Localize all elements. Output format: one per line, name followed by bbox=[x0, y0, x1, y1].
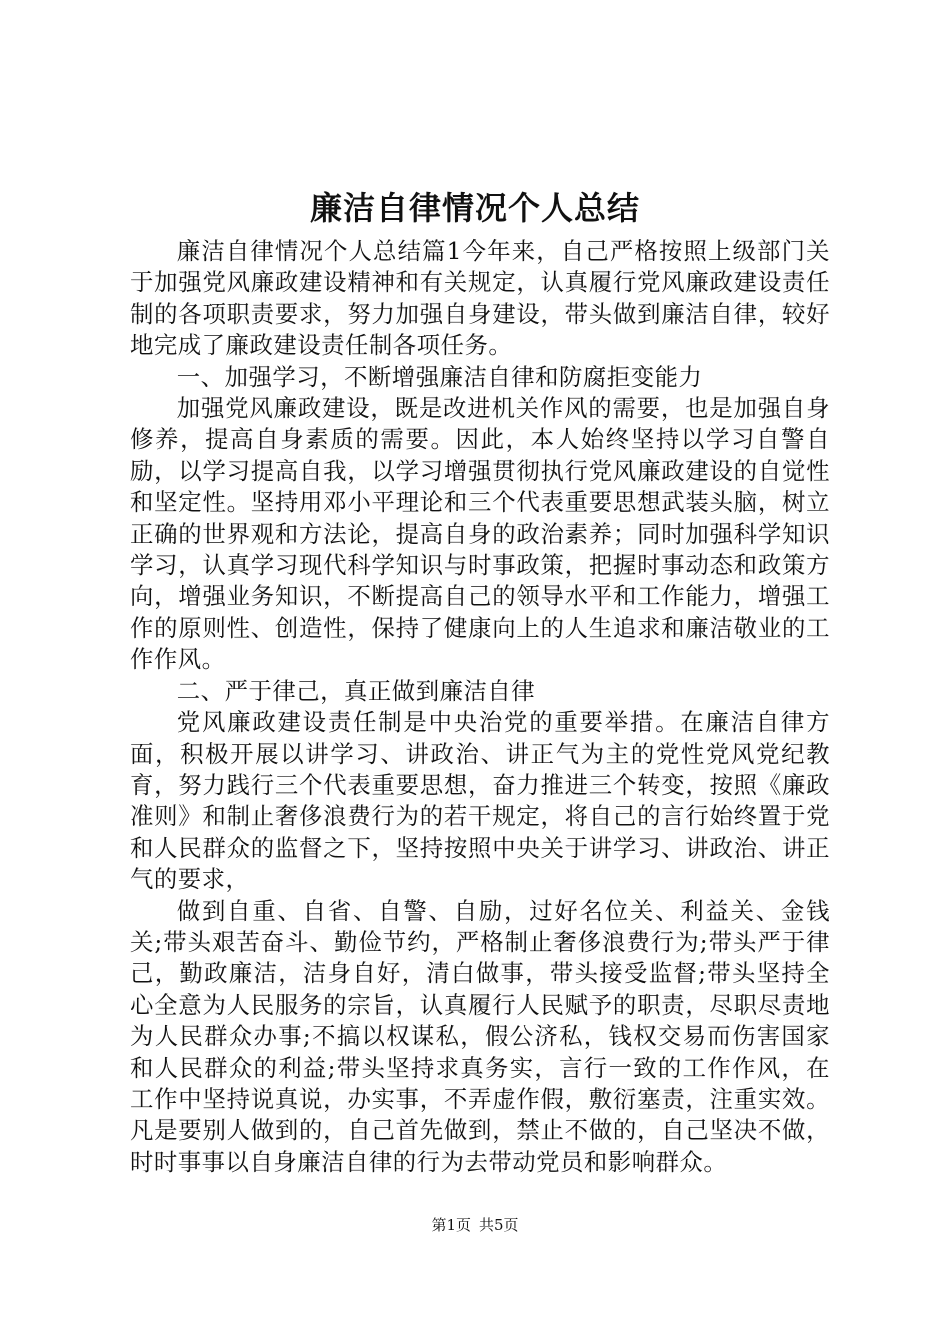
paragraph-intro: 廉洁自律情况个人总结篇1今年来，自己严格按照上级部门关于加强党风廉政建设精神和有关规定，认真履行党风廉政建设责任制的各项职责要求，努力加强自身建设，带头做到廉洁自律，较好地完成了廉政建设责任制各项任务。 bbox=[130, 237, 830, 360]
section-heading-1: 一、加强学习，不断增强廉洁自律和防腐拒变能力 bbox=[176, 362, 703, 391]
page-total: 共5页 bbox=[479, 1216, 519, 1234]
document-body bbox=[130, 236, 830, 1178]
document-title: 廉洁自律情况个人总结 bbox=[309, 189, 640, 227]
page-footer bbox=[0, 1214, 950, 1236]
section-heading-2: 二、严于律己，真正做到廉洁自律 bbox=[176, 676, 536, 705]
paragraph-study: 加强党风廉政建设，既是改进机关作风的需要，也是加强自身修养，提高自身素质的需要。因此，本人始终坚持以学习自警自励，以学习提高自我，以学习增强贯彻执行党风廉政建设的自觉性和坚定性。坚持用邓小平理论和三个代表重要思想武装头脑，树立正确的世界观和方法论，提高自身的政治素养；同时加强科学知识学习，认真学习现代科学知识与时事政策，把握时事动态和政策方向，增强业务知识，不断提高自己的领导水平和工作能力，增强工作的原则性、创造性，保持了健康向上的人生追求和廉洁敬业的工作作风。 bbox=[130, 394, 830, 674]
page-number: 第1页 bbox=[431, 1216, 471, 1234]
paragraph-responsibility: 党风廉政建设责任制是中央治党的重要举措。在廉洁自律方面，积极开展以讲学习、讲政治、讲正气为主的党性党风党纪教育，努力践行三个代表重要思想，奋力推进三个转变，按照《廉政准则》和制止奢侈浪费行为的若干规定，将自己的言行始终置于党和人民群众的监督之下，坚持按照中央关于讲学习、讲政治、讲正气的要求， bbox=[130, 708, 830, 894]
paragraph-self-discipline: 做到自重、自省、自警、自励，过好名位关、利益关、金钱关;带头艰苦奋斗、勤俭节约，严格制止奢侈浪费行为;带头严于律己，勤政廉洁，洁身自好，清白做事，带头接受监督;带头坚持全心全意为人民服务的宗旨，认真履行人民赋予的职责，尽职尽责地为人民群众办事;不搞以权谋私，假公济私，钱权交易而伤害国家和人民群众的利益;带头坚持求真务实，言行一致的工作作风，在工作中坚持说真说，办实事，不弄虚作假，敷衍塞责，注重实效。凡是要别人做到的，自己首先做到，禁止不做的，自己坚决不做，时时事事以自身廉洁自律的行为去带动党员和影响群众。 bbox=[130, 896, 830, 1176]
